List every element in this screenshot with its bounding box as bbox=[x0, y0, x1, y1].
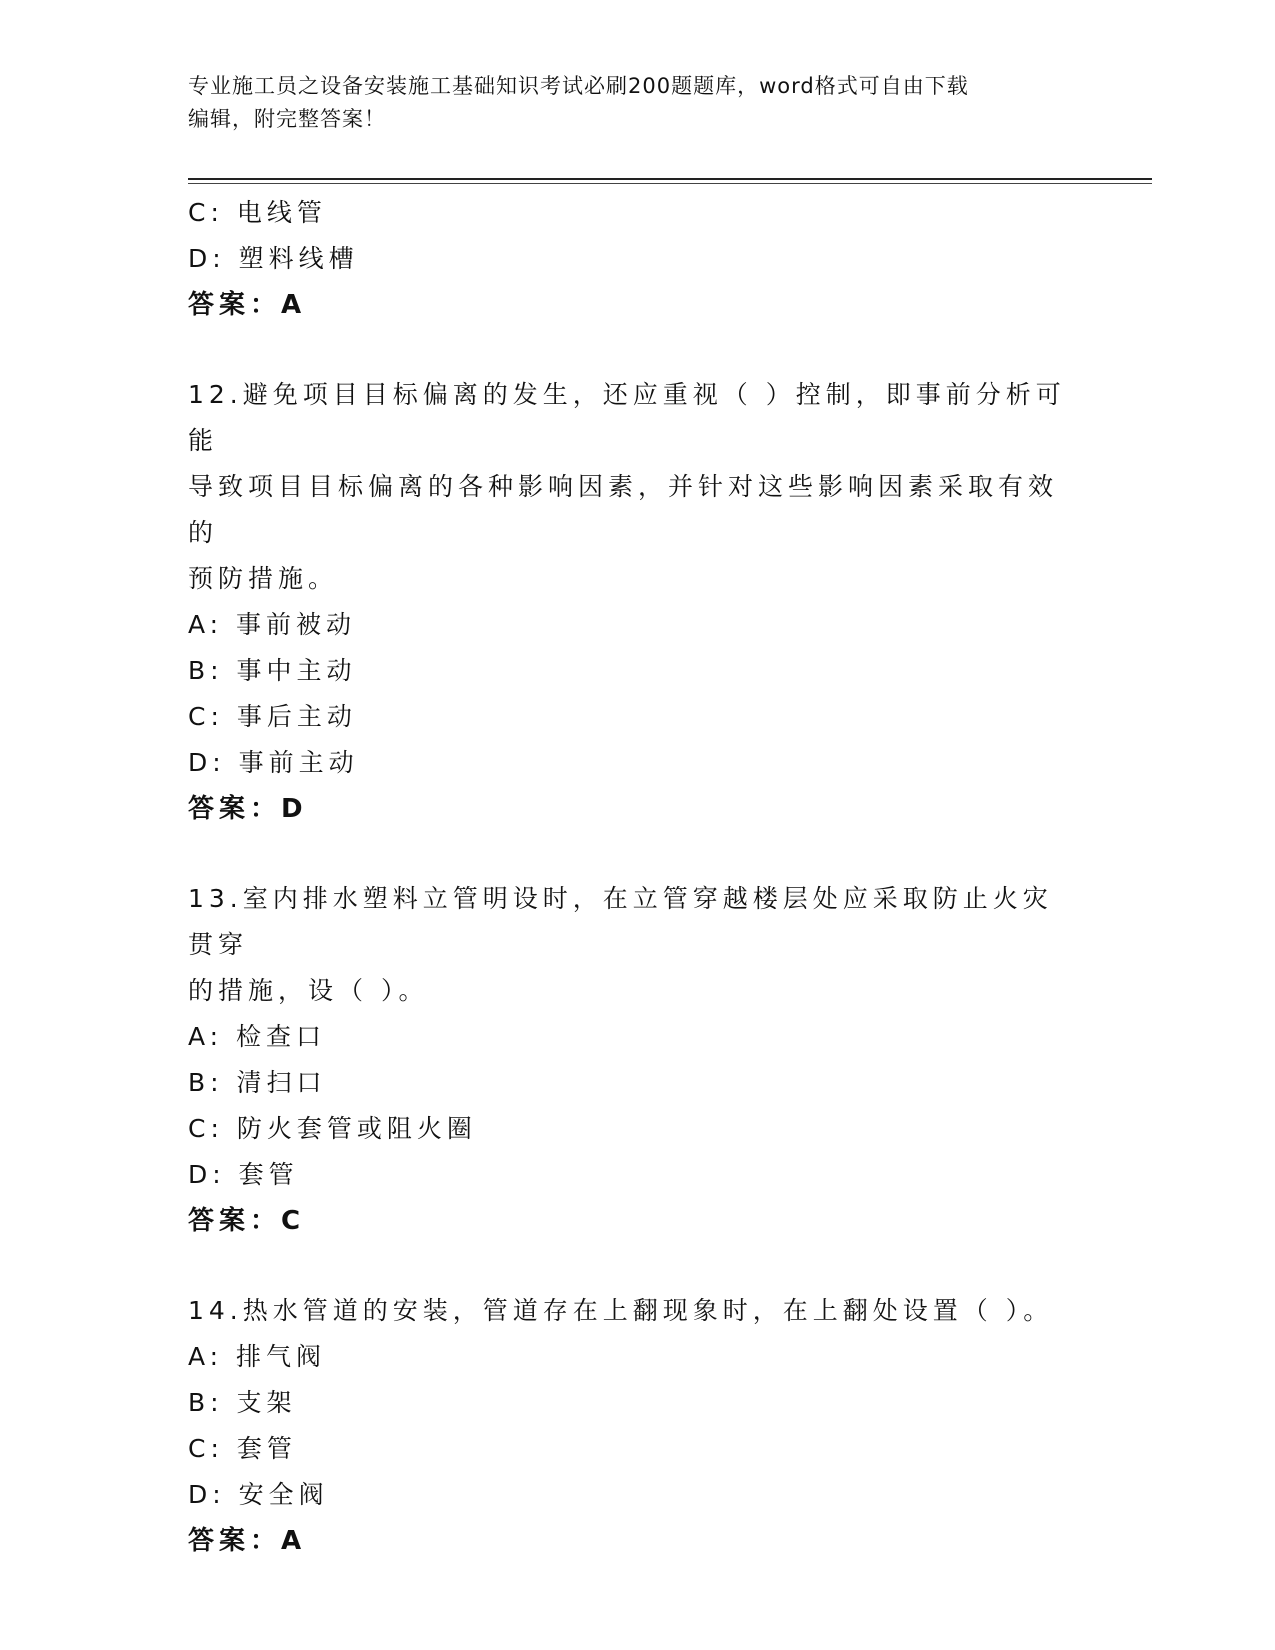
answer: 答案：D bbox=[188, 794, 308, 824]
document-header bbox=[188, 70, 1068, 136]
question-stem bbox=[188, 372, 1068, 602]
option-c: C: 事后主动 bbox=[188, 702, 357, 731]
header-divider bbox=[188, 178, 1152, 180]
option-c: C: 套管 bbox=[188, 1434, 297, 1463]
stem-line: 14.热水管道的安装，管道存在上翻现象时，在上翻处设置（ ）。 bbox=[188, 1296, 1054, 1325]
option-a: A: 排气阀 bbox=[188, 1342, 327, 1371]
option-d: D: 事前主动 bbox=[188, 748, 359, 777]
header-line-2: 编辑，附完整答案！ bbox=[188, 107, 386, 131]
question-list bbox=[188, 190, 1088, 1564]
header-line-1: 专业施工员之设备安装施工基础知识考试必刷200题题库，word格式可自由下载 bbox=[188, 74, 969, 98]
question-13 bbox=[188, 876, 1088, 1244]
answer: 答案：A bbox=[188, 1526, 307, 1556]
question-stem bbox=[188, 876, 1068, 1014]
header-divider-thin bbox=[188, 183, 1152, 184]
answer: 答案：A bbox=[188, 290, 307, 320]
stem-line: 预防措施。 bbox=[188, 564, 339, 593]
question-stem bbox=[188, 1288, 1068, 1334]
question-14 bbox=[188, 1288, 1088, 1564]
option-a: A: 事前被动 bbox=[188, 610, 357, 639]
stem-line: 13.室内排水塑料立管明设时，在立管穿越楼层处应采取防止火灾贯穿 bbox=[188, 884, 1053, 959]
question-12 bbox=[188, 372, 1088, 832]
option-b: B: 清扫口 bbox=[188, 1068, 327, 1097]
option-b: B: 支架 bbox=[188, 1388, 297, 1417]
stem-line: 导致项目目标偏离的各种影响因素，并针对这些影响因素采取有效的 bbox=[188, 472, 1059, 547]
option-c: C: 防火套管或阻火圈 bbox=[188, 1114, 477, 1143]
option-c: C: 电线管 bbox=[188, 198, 327, 227]
option-d: D: 塑料线槽 bbox=[188, 244, 359, 273]
option-d: D: 套管 bbox=[188, 1160, 299, 1189]
question-11-tail bbox=[188, 190, 1088, 328]
option-d: D: 安全阀 bbox=[188, 1480, 329, 1509]
stem-line: 12.避免项目目标偏离的发生，还应重视（ ）控制，即事前分析可能 bbox=[188, 380, 1066, 455]
option-a: A: 检查口 bbox=[188, 1022, 327, 1051]
answer: 答案：C bbox=[188, 1206, 306, 1236]
stem-line: 的措施，设（ ）。 bbox=[188, 976, 429, 1005]
option-b: B: 事中主动 bbox=[188, 656, 357, 685]
